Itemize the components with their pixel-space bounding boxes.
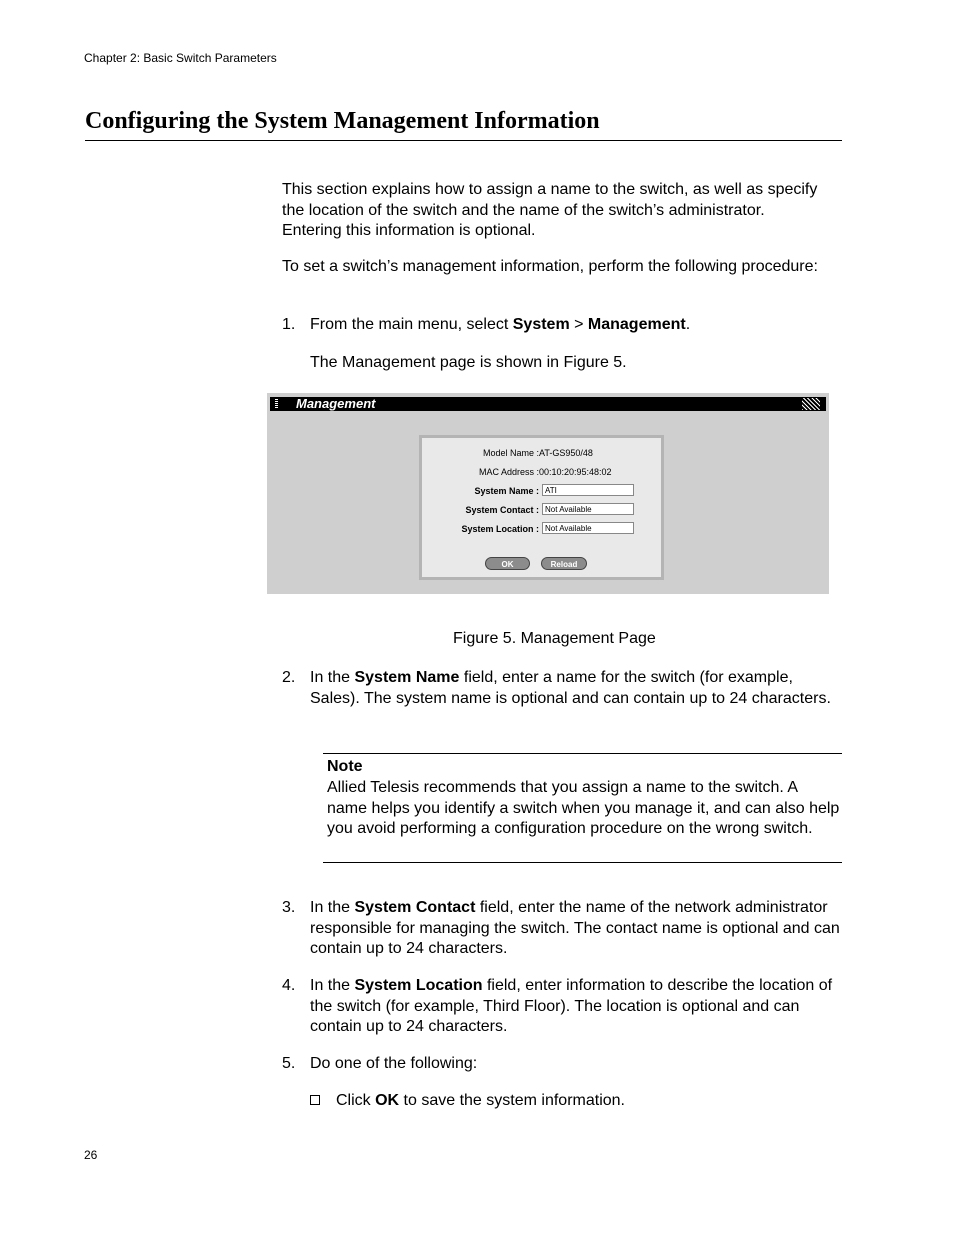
ok-button[interactable]: OK xyxy=(485,557,530,570)
step-text: Do one of the following: xyxy=(310,1055,478,1072)
page-number: 26 xyxy=(84,1148,98,1162)
system-location-label: System Location : xyxy=(461,524,539,534)
system-name-input[interactable]: ATI xyxy=(542,484,634,496)
management-figure xyxy=(267,393,829,594)
logo-icon xyxy=(802,398,820,410)
management-titlebar xyxy=(270,397,826,411)
system-contact-input[interactable]: Not Available xyxy=(542,503,634,515)
step-number: 1. xyxy=(282,316,296,333)
step-text: In the System Location field, enter information to describe the location of the switch (for example, Third Floor). The location is optional and can contain up to 24 characters. xyxy=(310,977,833,1035)
figure-caption: Figure 5. Management Page xyxy=(453,630,656,647)
intro-paragraph: This section explains how to assign a name to the switch, as well as specify the location of the switch and the name of the switch’s administrator. Entering this information is optional. xyxy=(282,181,818,239)
management-panel xyxy=(419,435,664,580)
section-title: Configuring the System Management Information xyxy=(85,108,600,134)
system-location-input[interactable]: Not Available xyxy=(542,522,634,534)
mac-label: MAC Address : xyxy=(478,467,539,477)
system-location-row xyxy=(422,522,667,536)
management-title: Management xyxy=(296,396,376,411)
step-text: In the System Name field, enter a name for the switch (for example, Sales). The system name is optional and can contain up to 24 characters. xyxy=(310,669,831,707)
bullet-item: Click OK to save the system information. xyxy=(310,1092,625,1110)
procedure-intro-paragraph: To set a switch’s management information, perform the following procedure: xyxy=(282,258,818,275)
system-name-label: System Name : xyxy=(474,486,539,496)
step-number: 5. xyxy=(282,1055,296,1072)
model-label: Model Name : xyxy=(482,448,539,458)
model-value: AT-GS950/48 xyxy=(539,448,593,458)
reload-button[interactable]: Reload xyxy=(541,557,587,570)
mac-row xyxy=(422,465,667,479)
note-heading: Note xyxy=(327,758,363,775)
step-text: From the main menu, select System > Management. xyxy=(310,316,691,333)
checkbox-bullet-icon xyxy=(310,1095,320,1105)
system-contact-row xyxy=(422,503,667,517)
mac-value: 00:10:20:95:48:02 xyxy=(539,467,612,477)
title-rule xyxy=(85,140,842,141)
step-number: 4. xyxy=(282,977,296,994)
note-box xyxy=(323,753,842,863)
system-name-row xyxy=(422,484,667,498)
note-body: Allied Telesis recommends that you assign a name to the switch. A name helps you identify a switch when you manage it, and can also help you avoid performing a configuration procedure on the wrong switch. xyxy=(327,779,840,837)
running-header: Chapter 2: Basic Switch Parameters xyxy=(84,51,277,65)
step-1-note: The Management page is shown in Figure 5. xyxy=(310,354,627,371)
titlebar-bullet-icon xyxy=(275,399,278,409)
step-text: In the System Contact field, enter the name of the network administrator responsible for managing the switch. The contact name is optional and can contain up to 24 characters. xyxy=(310,899,840,957)
step-number: 2. xyxy=(282,669,296,686)
system-contact-label: System Contact : xyxy=(465,505,539,515)
step-number: 3. xyxy=(282,899,296,916)
model-row xyxy=(422,446,667,460)
